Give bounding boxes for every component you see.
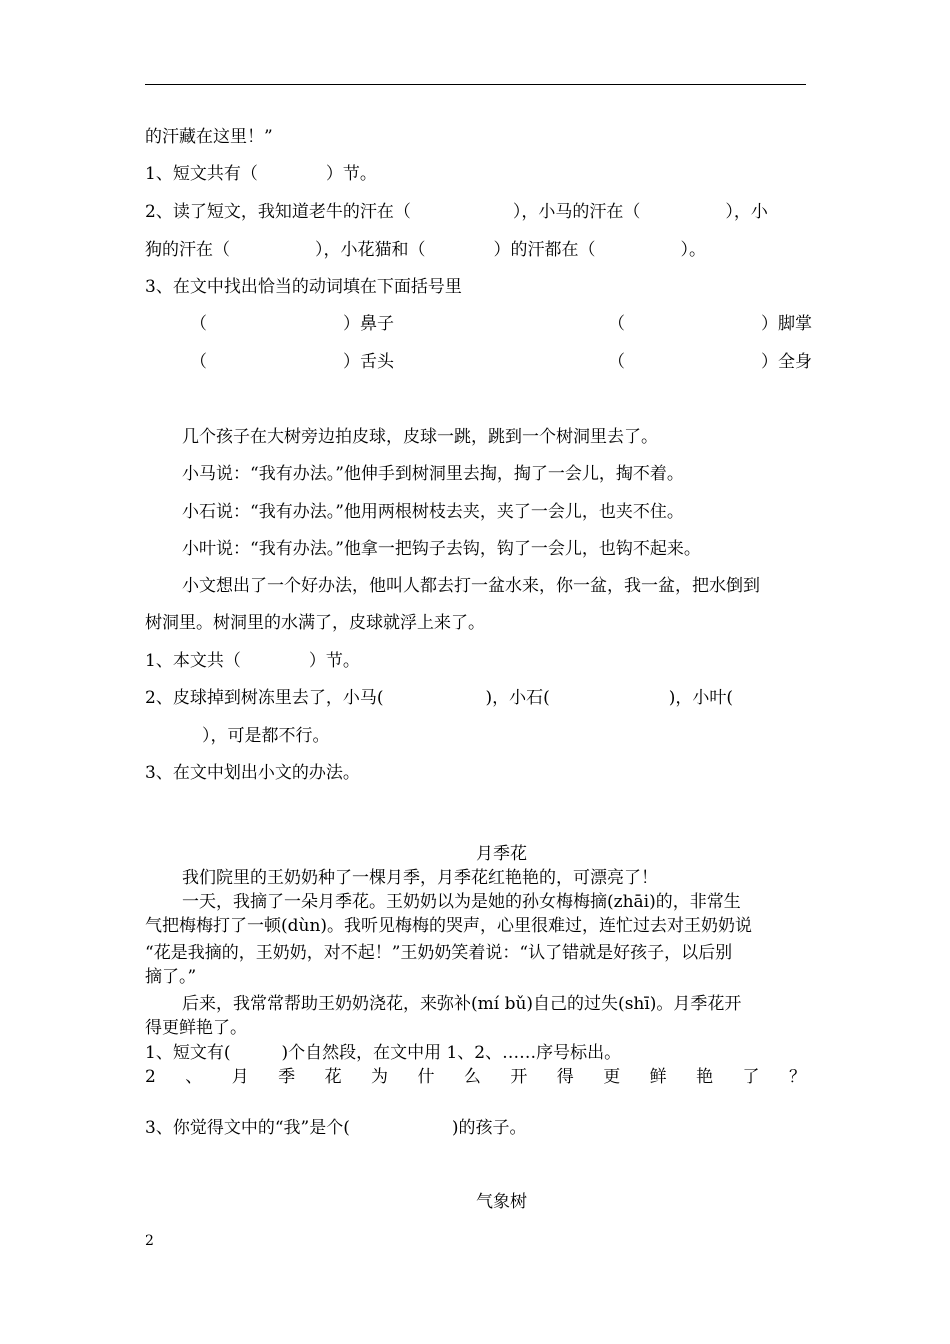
- question-2-char: 2: [145, 1067, 156, 1087]
- question-3: 3、在文中找出恰当的动词填在下面括号里: [145, 277, 462, 297]
- blank-tongue: （ ）舌头: [190, 352, 394, 372]
- blank-body: （ ）全身: [608, 352, 812, 372]
- paragraph-2-line-2: 气把梅梅打了一顿(dùn)。我听见梅梅的哭声，心里很难过，连忙过去对王奶奶说: [145, 916, 753, 936]
- question-2-line-2: 狗的汗在（ ），小花猫和（ ）的汗都在（ ）。: [145, 240, 706, 260]
- blank-nose: （ ）鼻子: [190, 314, 394, 334]
- question-2-line-1: 2、读了短文，我知道老牛的汗在（ ），小马的汗在（ ），小: [145, 202, 768, 222]
- question-2-char: 月: [231, 1067, 249, 1087]
- question-2-char: 艳: [696, 1067, 714, 1087]
- page-number: 2: [145, 1233, 154, 1249]
- question-2-char: 季: [278, 1067, 296, 1087]
- question-2-char: 么: [463, 1067, 481, 1087]
- section-title: 月季花: [476, 844, 527, 864]
- question-2-char: 得: [556, 1067, 574, 1087]
- question-1: 1、短文有( )个自然段，在文中用 1、2、……序号标出。: [145, 1043, 622, 1063]
- paragraph-1: 几个孩子在大树旁边拍皮球，皮球一跳，跳到一个树洞里去了。: [182, 427, 658, 447]
- paragraph-5-line-2: 树洞里。树洞里的水满了，皮球就浮上来了。: [145, 613, 485, 633]
- question-2-char: ？: [788, 1067, 806, 1087]
- paragraph-1: 我们院里的王奶奶种了一棵月季，月季花红艳艳的，可漂亮了！: [182, 868, 658, 888]
- text-line: 的汗藏在这里！”: [145, 127, 273, 147]
- question-3: 3、你觉得文中的“我”是个( )的孩子。: [145, 1118, 527, 1138]
- question-2-line-2: ），可是都不行。: [202, 726, 330, 746]
- question-2-char: 什: [417, 1067, 435, 1087]
- paragraph-2-line-1: 一天，我摘了一朵月季花。王奶奶以为是她的孙女梅梅摘(zhāi)的，非常生: [182, 892, 741, 912]
- question-2: [145, 1066, 806, 1088]
- question-2-char: 鲜: [649, 1067, 667, 1087]
- paragraph-2-line-3: “花是我摘的，王奶奶，对不起！”王奶奶笑着说：“认了错就是好孩子，以后别: [145, 943, 733, 963]
- question-2-char: 更: [603, 1067, 621, 1087]
- paragraph-2: 小马说：“我有办法。”他伸手到树洞里去掏，掏了一会儿，掏不着。: [182, 464, 684, 484]
- question-2-char: 开: [510, 1067, 528, 1087]
- paragraph-4: 小叶说：“我有办法。”他拿一把钩子去钩，钩了一会儿，也钩不起来。: [182, 539, 701, 559]
- blank-paw: （ ）脚掌: [608, 314, 812, 334]
- question-1: 1、短文共有（ ）节。: [145, 164, 377, 184]
- question-2-char: 、: [185, 1067, 203, 1087]
- question-1: 1、本文共（ ）节。: [145, 651, 360, 671]
- paragraph-3-line-2: 得更鲜艳了。: [145, 1018, 247, 1038]
- question-2-line-1: 2、皮球掉到树冻里去了，小马( )，小石( )，小叶(: [145, 688, 733, 708]
- paragraph-5-line-1: 小文想出了一个好办法，他叫人都去打一盆水来，你一盆，我一盆，把水倒到: [182, 576, 760, 596]
- question-3: 3、在文中划出小文的办法。: [145, 763, 360, 783]
- question-2-char: 花: [324, 1067, 342, 1087]
- section-title: 气象树: [476, 1192, 527, 1212]
- paragraph-2-line-4: 摘了。”: [145, 967, 197, 987]
- header-rule: [145, 84, 806, 85]
- question-2-char: 为: [371, 1067, 389, 1087]
- question-2-char: 了: [742, 1067, 760, 1087]
- paragraph-3: 小石说：“我有办法。”他用两根树枝去夹，夹了一会儿，也夹不住。: [182, 502, 684, 522]
- paragraph-3-line-1: 后来，我常常帮助王奶奶浇花，来弥补(mí bǔ)自己的过失(shī)。月季花开: [182, 994, 742, 1014]
